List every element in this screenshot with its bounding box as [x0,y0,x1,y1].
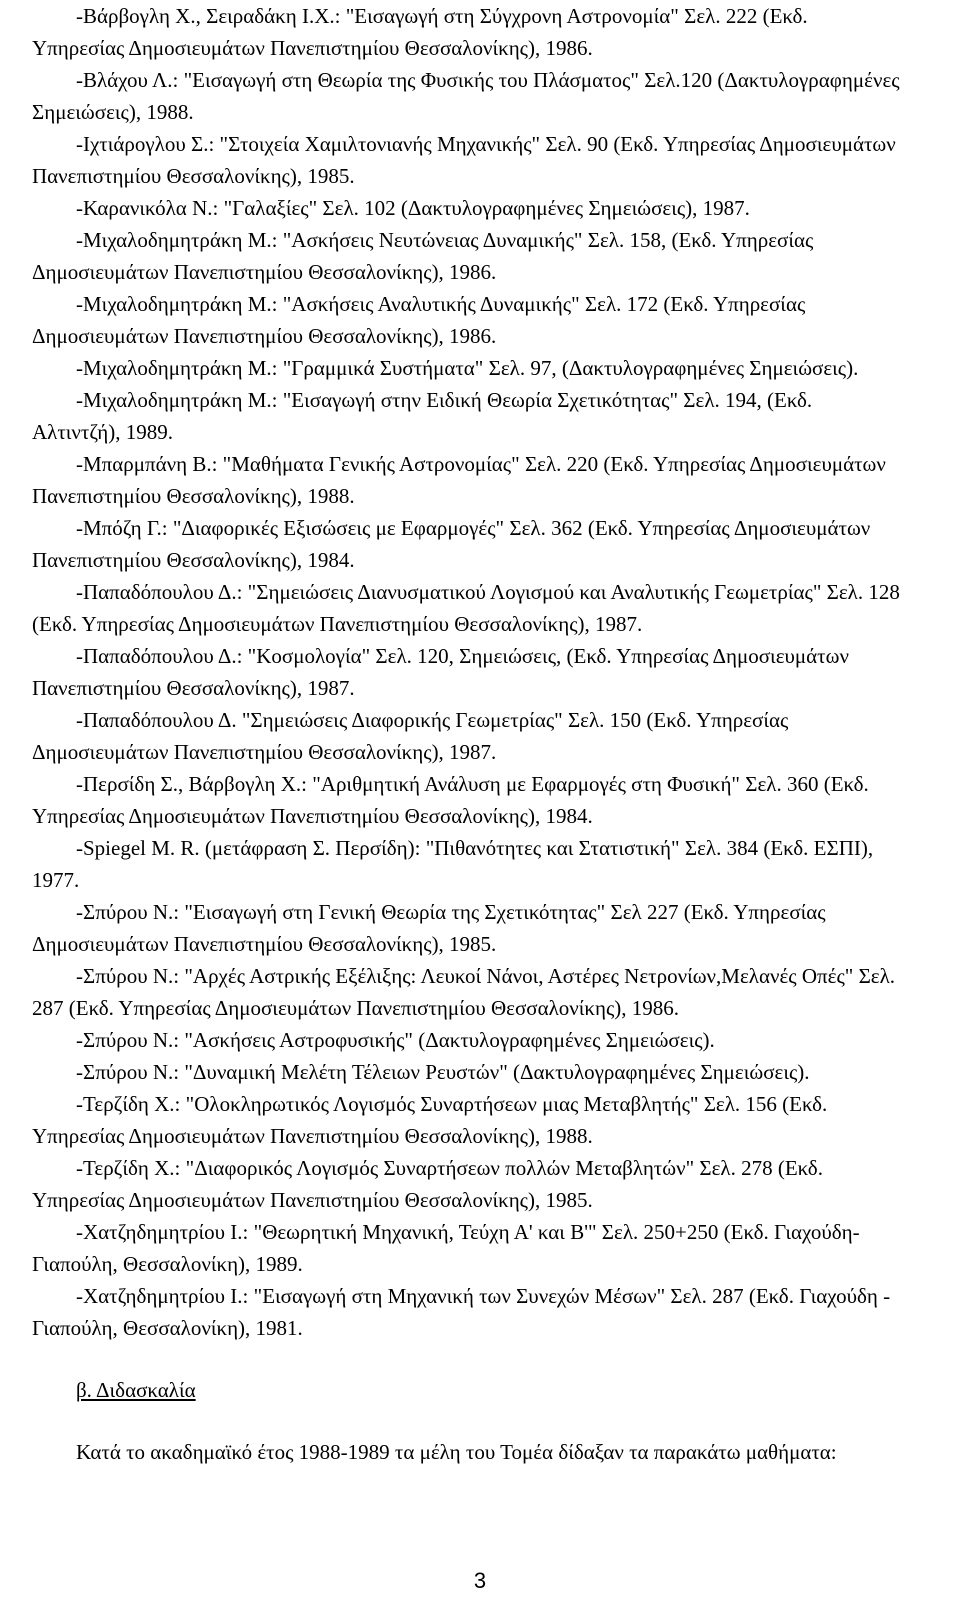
reference-entry: -Τερζίδη Χ.: "Ολοκληρωτικός Λογισμός Συναρτήσεων μιας Μεταβλητής" Σελ. 156 (Εκδ. Υπηρεσίας Δημοσιευμάτων Πανεπιστημίου Θεσσαλονίκης), 1988. [32,1092,828,1148]
page-number: 3 [473,1568,487,1593]
reference-list [32,0,902,1344]
reference-entry: -Παπαδόπουλου Δ. "Σημειώσεις Διαφορικής Γεωμετρίας" Σελ. 150 (Εκδ. Υπηρεσίας Δημοσιευμάτων Πανεπιστημίου Θεσσαλονίκης), 1987. [32,708,789,764]
section-heading-text: β. Διδασκαλία [76,1378,196,1402]
reference-entry: -Μιχαλοδημητράκη Μ.: "Ασκήσεις Νευτώνειας Δυναμικής" Σελ. 158, (Εκδ. Υπηρεσίας Δημοσιευμάτων Πανεπιστημίου Θεσσαλονίκης), 1986. [32,228,814,284]
reference-entry: -Τερζίδη Χ.: "Διαφορικός Λογισμός Συναρτήσεων πολλών Μεταβλητών" Σελ. 278 (Εκδ. Υπηρεσίας Δημοσιευμάτων Πανεπιστημίου Θεσσαλονίκης), 1985. [32,1156,823,1212]
reference-entry: -Σπύρου Ν.: "Δυναμική Μελέτη Τέλειων Ρευστών" (Δακτυλογραφημένες Σημειώσεις). [76,1060,810,1084]
reference-entry: -Μιχαλοδημητράκη Μ.: "Εισαγωγή στην Ειδική Θεωρία Σχετικότητας" Σελ. 194, (Εκδ. Αλτιντζή), 1989. [32,388,813,444]
reference-entry: -Σπύρου Ν.: "Εισαγωγή στη Γενική Θεωρία της Σχετικότητας" Σελ 227 (Εκδ. Υπηρεσίας Δημοσιευμάτων Πανεπιστημίου Θεσσαλονίκης), 1985. [32,900,826,956]
reference-entry: -Βλάχου Λ.: "Εισαγωγή στη Θεωρία της Φυσικής του Πλάσματος" Σελ.120 (Δακτυλογραφημένες Σημειώσεις), 1988. [32,68,900,124]
reference-entry: -Ιχτιάρογλου Σ.: "Στοιχεία Χαμιλτονιανής Μηχανικής" Σελ. 90 (Εκδ. Υπηρεσίας Δημοσιευμάτων Πανεπιστημίου Θεσσαλονίκης), 1985. [32,132,896,188]
reference-entry: -Παπαδόπουλου Δ.: "Κοσμολογία" Σελ. 120, Σημειώσεις, (Εκδ. Υπηρεσίας Δημοσιευμάτων Πανεπιστημίου Θεσσαλονίκης), 1987. [32,644,849,700]
reference-entry: -Παπαδόπουλου Δ.: "Σημειώσεις Διανυσματικού Λογισμού και Αναλυτικής Γεωμετρίας" Σελ. 128 (Εκδ. Υπηρεσίας Δημοσιευμάτων Πανεπιστημίου Θεσσαλονίκης), 1987. [32,580,900,636]
reference-entry: -Μιχαλοδημητράκη Μ.: "Γραμμικά Συστήματα" Σελ. 97, (Δακτυλογραφημένες Σημειώσεις). [76,356,859,380]
section-paragraph: Κατά το ακαδημαϊκό έτος 1988-1989 τα μέλη του Τομέα δίδαξαν τα παρακάτω μαθήματα: [76,1440,837,1464]
reference-entry: -Περσίδη Σ., Βάρβογλη Χ.: "Αριθμητική Ανάλυση με Εφαρμογές στη Φυσική" Σελ. 360 (Εκδ. Υπηρεσίας Δημοσιευμάτων Πανεπιστημίου Θεσσαλονίκης), 1984. [32,772,869,828]
reference-entry: -Σπύρου Ν.: "Αρχές Αστρικής Εξέλιξης: Λευκοί Νάνοι, Αστέρες Νετρονίων,Μελανές Οπές" Σελ. 287 (Εκδ. Υπηρεσίας Δημοσιευμάτων Πανεπιστημίου Θεσσαλονίκης), 1986. [32,964,896,1020]
reference-entry: -Χατζηδημητρίου Ι.: "Εισαγωγή στη Μηχανική των Συνεχών Μέσων" Σελ. 287 (Εκδ. Γιαχούδη - Γιαπούλη, Θεσσαλονίκη), 1981. [32,1284,891,1340]
reference-entry: -Μιχαλοδημητράκη Μ.: "Ασκήσεις Αναλυτικής Δυναμικής" Σελ. 172 (Εκδ. Υπηρεσίας Δημοσιευμάτων Πανεπιστημίου Θεσσαλονίκης), 1986. [32,292,806,348]
reference-entry: -Μπόζη Γ.: "Διαφορικές Εξισώσεις με Εφαρμογές" Σελ. 362 (Εκδ. Υπηρεσίας Δημοσιευμάτων Πανεπιστημίου Θεσσαλονίκης), 1984. [32,516,871,572]
reference-entry: -Βάρβογλη Χ., Σειραδάκη Ι.Χ.: "Εισαγωγή στη Σύγχρονη Αστρονομία" Σελ. 222 (Εκδ. Υπηρεσίας Δημοσιευμάτων Πανεπιστημίου Θεσσαλονίκης), 1986. [32,4,808,60]
reference-entry: -Μπαρμπάνη Β.: "Μαθήματα Γενικής Αστρονομίας" Σελ. 220 (Εκδ. Υπηρεσίας Δημοσιευμάτων Πανεπιστημίου Θεσσαλονίκης), 1988. [32,452,886,508]
reference-entry: -Spiegel M. R. (μετάφραση Σ. Περσίδη): "Πιθανότητες και Στατιστική" Σελ. 384 (Εκδ. ΕΣΠΙ), 1977. [32,836,874,892]
section-heading [32,1374,902,1406]
reference-entry: -Χατζηδημητρίου Ι.: "Θεωρητική Μηχανική, Τεύχη Α' και Β'" Σελ. 250+250 (Εκδ. Γιαχούδη-Γιαπούλη, Θεσσαλονίκη), 1989. [32,1220,860,1276]
reference-entry: -Καρανικόλα Ν.: "Γαλαξίες" Σελ. 102 (Δακτυλογραφημένες Σημειώσεις), 1987. [76,196,750,220]
reference-entry: -Σπύρου Ν.: "Ασκήσεις Αστροφυσικής" (Δακτυλογραφημένες Σημειώσεις). [76,1028,715,1052]
